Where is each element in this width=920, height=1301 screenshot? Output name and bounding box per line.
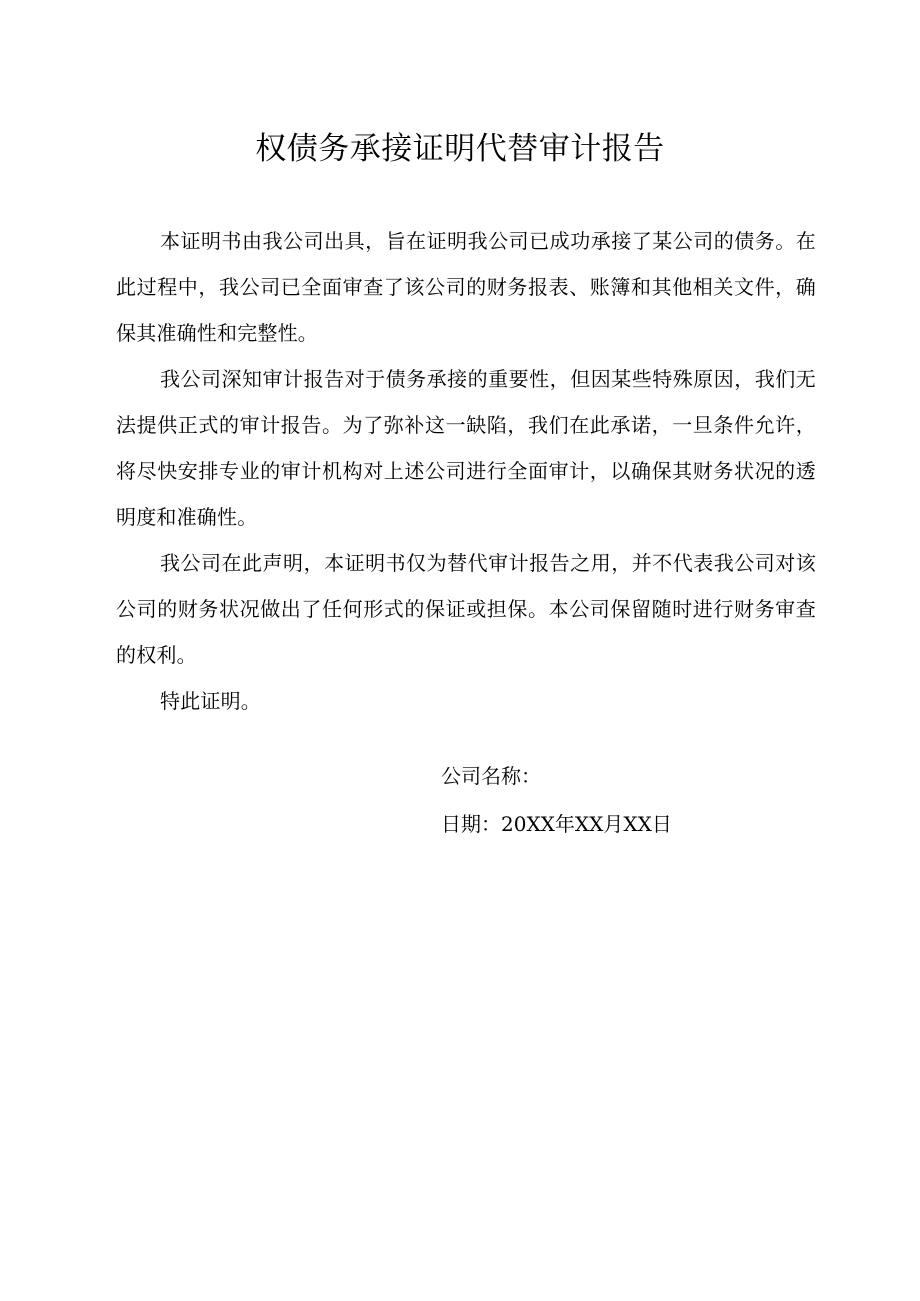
paragraph-4: 特此证明。 bbox=[160, 689, 261, 713]
date-label: 日期：20XX年XX月XX日 bbox=[441, 812, 672, 836]
paragraph-1: 本证明书由我公司出具，旨在证明我公司已成功承接了某公司的债务。在此过程中，我公司已全面审查了该公司的财务报表、账簿和其他相关文件，确保其准确性和完整性。 bbox=[116, 229, 816, 345]
document-body bbox=[116, 218, 816, 724]
signature-block bbox=[441, 752, 821, 848]
document-title: 权债务承接证明代替审计报告 bbox=[255, 131, 665, 167]
company-name-label: 公司名称： bbox=[441, 764, 541, 788]
paragraph-3: 我公司在此声明，本证明书仅为替代审计报告之用，并不代表我公司对该公司的财务状况做出了任何形式的保证或担保。本公司保留随时进行财务审查的权利。 bbox=[116, 551, 816, 667]
paragraph-2: 我公司深知审计报告对于债务承接的重要性，但因某些特殊原因，我们无法提供正式的审计报告。为了弥补这一缺陷，我们在此承诺，一旦条件允许，将尽快安排专业的审计机构对上述公司进行全面审计，以确保其财务状况的透明度和准确性。 bbox=[116, 367, 816, 529]
